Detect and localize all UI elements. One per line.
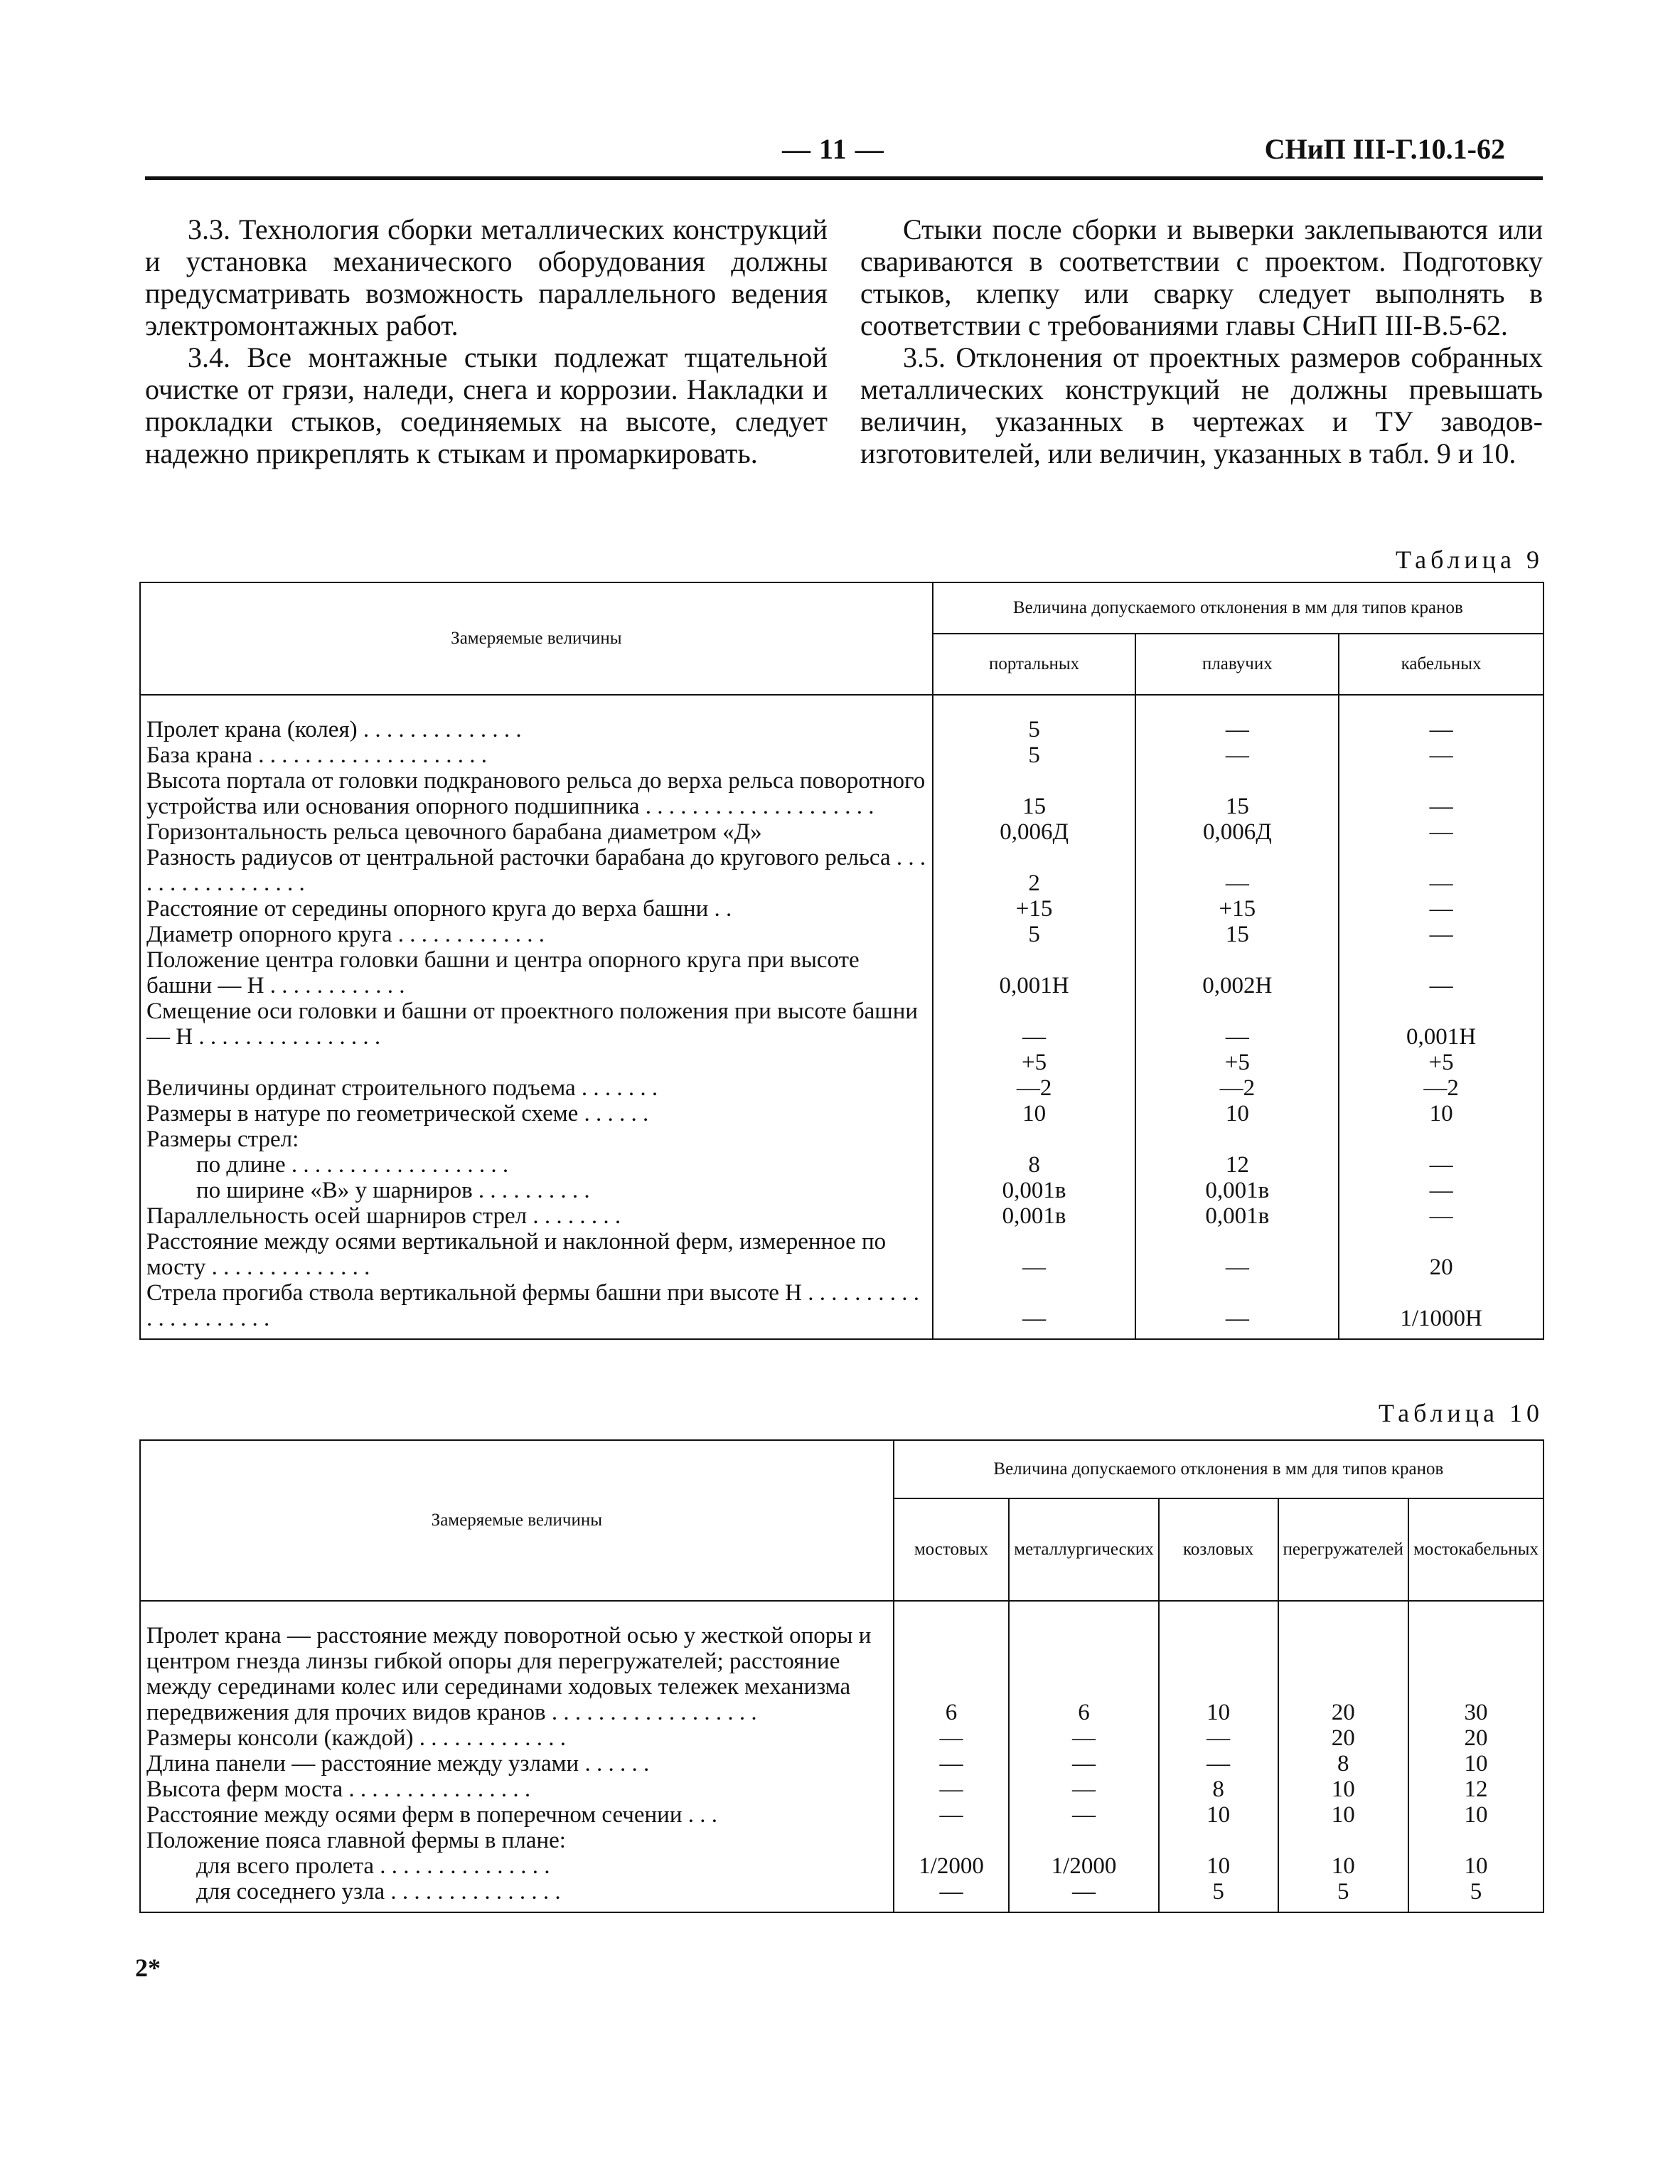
table-row [140,845,1543,896]
row-label: Пролет крана — расстояние между поворотной осью у жесткой опоры и центром гнезда линзы гибкой опоры для перегружателей; расстояние между серединами колес или серединами ходовых тележек механизма передвижения для прочих видов кранов . . . . . . . . . . . . . . . . . . [146,1623,872,1725]
text-column-right [860,213,1543,469]
table-row [140,1050,1543,1101]
table-row [140,1229,1543,1280]
row-value: — [1429,896,1453,922]
row-value: 12 [1225,1152,1249,1178]
row-value: 10 [1022,1101,1047,1126]
row-value: — [1022,1024,1047,1050]
row-value: — [1225,742,1249,768]
row-value: +5 —2 [1016,1050,1052,1101]
row-value: — [1429,870,1453,896]
page-number: — 11 — [782,133,884,165]
row-value: 0,006Д [1202,819,1272,845]
row-value: — [939,1725,963,1751]
row-label: Расстояние между осями вертикальной и наклонной ферм, измеренное по мосту . . . . . . . . . . . . . . [146,1229,887,1280]
row-value: 1/2000 [1051,1853,1117,1879]
row-value: 20 [1331,1725,1355,1751]
table-row [140,896,1543,922]
signature-mark: 2* [135,1954,161,1982]
col-header: перегружателей [1278,1498,1408,1601]
row-label: Смещение оси головки и башни от проектного положения при высоте башни — Н . . . . . . . . . . . . . . . . [146,998,919,1050]
row-label: Размеры консоли (каждой) . . . . . . . . . . . . . [146,1725,567,1751]
row-value: 15 [1225,794,1249,819]
row-label: Расстояние от середины опорного круга до верха башни . . [146,896,732,922]
row-value: 30 [1464,1700,1488,1725]
table-10 [139,1439,1544,1913]
row-value: 0,001Н [1406,1024,1477,1050]
row-value: 10 [1207,1802,1231,1828]
row-label: Высота ферм моста . . . . . . . . . . . . . . . . [146,1777,531,1802]
row-value: — [939,1777,963,1802]
table-row [140,1101,1543,1126]
table-row [140,998,1543,1050]
row-value: 15 [1225,922,1249,947]
row-value: +15 [1015,896,1053,922]
table-row [140,819,1543,845]
row-label: по ширине «В» у шарниров . . . . . . . . . . [196,1178,590,1203]
row-value: — [1225,1306,1249,1331]
row-value: 0,001в [1002,1178,1066,1203]
row-value: 5 [1028,742,1040,768]
col-header: портальных [933,634,1136,695]
table-row [140,1152,1543,1178]
table-row [140,1777,1543,1802]
col-header: мостокабельных [1408,1498,1543,1601]
table-row [140,1879,1543,1912]
table10-caption: Таблица 10 [1379,1399,1543,1427]
table-row [140,1725,1543,1751]
measured-values-header: Замеряемые величины [140,582,933,695]
row-value: 10 [1207,1853,1231,1879]
row-value: — [1072,1725,1096,1751]
row-value: 5 [1337,1879,1349,1905]
row-value: — [1225,1024,1249,1050]
document-code: СНиП III-Г.10.1-62 [1264,133,1505,165]
row-value: +5 —2 [1219,1050,1256,1101]
row-label: База крана . . . . . . . . . . . . . . . . . . . . [146,742,488,768]
row-value: 6 [945,1700,958,1725]
text-column-left [145,213,828,469]
tolerance-group-header: Величина допускаемого отклонения в мм для типов кранов [933,582,1543,634]
row-value: — [939,1879,963,1905]
row-value: 5 [1028,717,1040,742]
row-value: — [1429,922,1453,947]
row-value: — [1429,1178,1453,1203]
row-value: 20 [1464,1725,1488,1751]
measured-values-header: Замеряемые величины [140,1440,894,1601]
row-value: 0,001Н [999,973,1069,998]
row-label: Расстояние между осями ферм в поперечном сечении . . . [146,1802,718,1828]
row-value: 10 [1464,1853,1488,1879]
table-row [140,1828,1543,1853]
table-row [140,947,1543,998]
table-row [140,1751,1543,1777]
table-9 [139,582,1544,1340]
row-value: 6 [1078,1700,1090,1725]
row-label: по длине . . . . . . . . . . . . . . . . . . . [196,1152,509,1178]
row-value: +15 [1219,896,1256,922]
table-row [140,1802,1543,1828]
row-label: Стрела прогиба ствола вертикальной фермы башни при высоте Н . . . . . . . . . . . . . . . . . . . . . [146,1280,919,1331]
table-row [140,768,1543,819]
col-header: кабельных [1339,634,1543,695]
row-value: 10 [1464,1751,1488,1777]
row-value: — [1072,1802,1096,1828]
row-value: 0,001в [1002,1203,1066,1229]
row-value: 0,002Н [1202,973,1273,998]
row-label: Разность радиусов от центральной расточки барабана до кругового рельса . . . . . . . . . . . . . . . . . [146,845,926,896]
row-label: Положение пояса главной фермы в плане: [146,1828,566,1853]
row-value: 5 [1028,922,1040,947]
table-row [140,1203,1543,1229]
row-value: 10 [1429,1101,1453,1126]
row-value: 10 [1331,1802,1355,1828]
row-value: — [1072,1751,1096,1777]
row-value: — [1207,1751,1231,1777]
row-value: 10 [1331,1777,1355,1802]
row-value: — [1429,1152,1453,1178]
row-value: — [1225,870,1249,896]
row-label: Размеры в натуре по геометрической схеме . . . . . . [146,1101,649,1126]
table9-caption: Таблица 9 [1396,545,1543,574]
row-value: — [1207,1725,1231,1751]
row-value: 10 [1331,1853,1355,1879]
table-row [140,1280,1543,1339]
row-value: — [1072,1879,1096,1905]
row-value: — [1022,1255,1047,1280]
row-label: Положение центра головки башни и центра опорного круга при высоте башни — Н . . . . . . . . . . . . [146,947,860,998]
table-row [140,1853,1543,1879]
row-value: 8 [1337,1751,1349,1777]
row-value: 12 [1464,1777,1488,1802]
paragraph-3-3: 3.3. Технология сборки металлических конструкций и установка механического оборудования должны предусматривать возможность параллельного ведения электромонтажных работ. [145,213,828,341]
row-value: — [1072,1777,1096,1802]
table-row [140,1623,1543,1725]
row-value: — [939,1802,963,1828]
paragraph-joints: Стыки после сборки и выверки заклепываются или свариваются в соответствии с проектом. Подготовку стыков, клепку или сварку следует выполнять в соответствии с требованиями главы СНиП III-В.5-62. [860,213,1543,341]
row-value: 8 [1212,1777,1224,1802]
table-row [140,717,1543,742]
row-value: 1/1000Н [1400,1306,1482,1331]
row-value: — [1429,717,1453,742]
row-value: 10 [1464,1802,1488,1828]
row-label: Размеры стрел: [146,1126,299,1152]
row-label: Горизонтальность рельса цевочного барабана диаметром «Д» [146,819,762,845]
row-label: Параллельность осей шарниров стрел . . . . . . . . [146,1203,621,1229]
col-header: плавучих [1135,634,1339,695]
row-label: Величины ординат строительного подъема . . . . . . . [146,1075,658,1101]
row-value: — [1225,717,1249,742]
col-header: мостовых [894,1498,1010,1601]
table-row [140,1178,1543,1203]
row-label: Пролет крана (колея) . . . . . . . . . . . . . . [146,717,522,742]
row-value: 0,001в [1205,1178,1270,1203]
paragraph-3-4: 3.4. Все монтажные стыки подлежат тщательной очистке от грязи, наледи, снега и коррозии. Накладки и прокладки стыков, соединяемых на высоте, следует надежно прикреплять к стыкам и промаркировать. [145,341,828,469]
row-label: Длина панели — расстояние между узлами . . . . . . [146,1751,650,1777]
row-value: — [1429,1203,1453,1229]
row-value: 5 [1212,1879,1224,1905]
row-value: 10 [1207,1700,1231,1725]
row-value: +5 —2 [1423,1050,1459,1101]
row-label: Высота портала от головки подкранового рельса до верха рельса поворотного устройства или основания опорного подшипника . . . . . . . . . . . . . . . . . . . . [146,768,926,819]
col-header: металлургических [1009,1498,1158,1601]
table-row [140,1126,1543,1152]
table-row [140,742,1543,768]
row-value: 20 [1331,1700,1355,1725]
row-value: 0,001в [1205,1203,1270,1229]
row-value: 5 [1470,1879,1482,1905]
row-value: 10 [1225,1101,1249,1126]
row-value: 2 [1028,870,1040,896]
row-value: 15 [1022,794,1047,819]
row-value: — [1429,973,1453,998]
row-label: Диаметр опорного круга . . . . . . . . . . . . . [146,922,545,947]
row-value: 0,006Д [1000,819,1069,845]
row-value: 8 [1028,1152,1040,1178]
tolerance-group-header: Величина допускаемого отклонения в мм для типов кранов [894,1440,1543,1498]
table-row [140,922,1543,947]
row-value: — [939,1751,963,1777]
row-label: для соседнего узла . . . . . . . . . . . . . . . [196,1879,561,1905]
row-value: — [1429,819,1453,845]
row-value: 20 [1429,1255,1453,1280]
row-value: — [1225,1255,1249,1280]
row-value: — [1429,794,1453,819]
col-header: козловых [1159,1498,1278,1601]
row-value: — [1429,742,1453,768]
row-value: — [1022,1306,1047,1331]
row-label: для всего пролета . . . . . . . . . . . . . . . [196,1853,550,1879]
row-value: 1/2000 [919,1853,984,1879]
header-rule [145,176,1543,180]
paragraph-3-5: 3.5. Отклонения от проектных размеров собранных металлических конструкций не должны превышать величин, указанных в чертежах и ТУ заводов-изготовителей, или величин, указанных в табл. 9 и 10. [860,341,1543,469]
